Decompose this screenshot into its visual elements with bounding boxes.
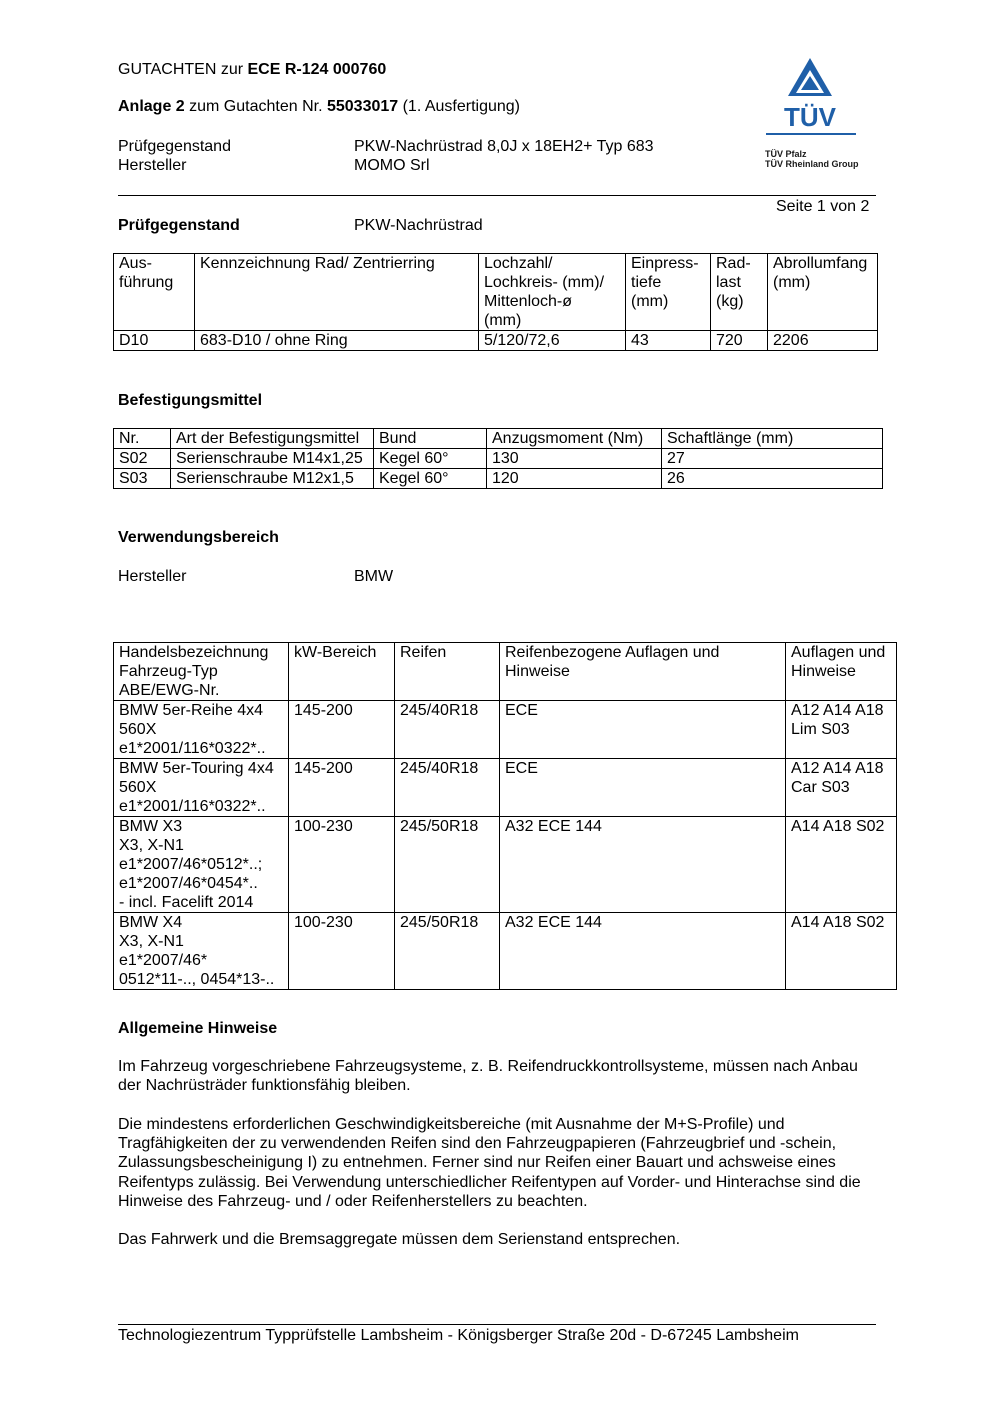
table-header-cell: Kennzeichnung Rad/ Zentrierring [195, 254, 479, 331]
hinweise-paragraph-1: Im Fahrzeug vorgeschriebene Fahrzeugsysteme, z. B. Reifendruckkontrollsysteme, müssen nach Anbau der Nachrüsträder funktionsfähig bleiben. [118, 1058, 858, 1095]
table-cell: S02 [114, 449, 171, 469]
table-cell: 27 [662, 449, 883, 469]
tuev-logo [762, 56, 862, 176]
table-row [114, 469, 883, 489]
table-row [114, 759, 897, 817]
table-row [114, 331, 878, 351]
annex-line: Anlage 2 zum Gutachten Nr. 55033017 (1. Ausfertigung) [118, 98, 520, 115]
table-header-cell: Nr. [114, 429, 171, 449]
table-cell: 145-200 [289, 759, 395, 817]
table-cell: Serienschraube M12x1,5 [171, 469, 374, 489]
table-header-cell: Reifenbezogene Auflagen und Hinweise [500, 643, 786, 701]
pruefgegenstand-value: PKW-Nachrüstrad 8,0J x 18EH2+ Typ 683 [354, 138, 654, 155]
table-header-cell: Aus- führung [114, 254, 195, 331]
table-cell: A32 ECE 144 [500, 817, 786, 913]
verwendung-title: Verwendungsbereich [118, 529, 279, 546]
table-cell: 2206 [768, 331, 878, 351]
table-cell: 145-200 [289, 701, 395, 759]
table-cell: 245/50R18 [395, 817, 500, 913]
table-cell: Serienschraube M14x1,25 [171, 449, 374, 469]
hersteller-label: Hersteller [118, 157, 187, 174]
table-cell: A12 A14 A18 Car S03 [786, 759, 897, 817]
table-header-row [114, 254, 878, 331]
report-title: GUTACHTEN zur ECE R-124 000760 [118, 61, 387, 78]
table-cell: Kegel 60° [374, 469, 487, 489]
page-number: Seite 1 von 2 [776, 198, 870, 215]
table-cell: 683-D10 / ohne Ring [195, 331, 479, 351]
table-cell: A32 ECE 144 [500, 913, 786, 990]
table-header-cell: Lochzahl/ Lochkreis- (mm)/ Mittenloch-ø (mm) [479, 254, 626, 331]
table-header-row [114, 643, 897, 701]
table-header-cell: Rad- last (kg) [711, 254, 768, 331]
table-cell: 100-230 [289, 913, 395, 990]
table-row [114, 449, 883, 469]
header-divider [118, 195, 876, 196]
table-cell: 43 [626, 331, 711, 351]
table-cell: 720 [711, 331, 768, 351]
table-header-cell: Reifen [395, 643, 500, 701]
table-header-cell: Einpress- tiefe (mm) [626, 254, 711, 331]
pruefgegenstand-label: Prüfgegenstand [118, 138, 231, 155]
table-header-cell: Handelsbezeichnung Fahrzeug-Typ ABE/EWG-Nr. [114, 643, 289, 701]
table-cell: 120 [487, 469, 662, 489]
section-pruef-label: Prüfgegenstand [118, 217, 240, 234]
befestigung-table [113, 428, 883, 489]
table-header-cell: Schaftlänge (mm) [662, 429, 883, 449]
tuev-sub2: TÜV Rheinland Group [765, 159, 859, 169]
table-cell: S03 [114, 469, 171, 489]
table-header-cell: kW-Bereich [289, 643, 395, 701]
section-pruef-value: PKW-Nachrüstrad [354, 217, 483, 234]
footer-address: Technologiezentrum Typprüfstelle Lambsheim - Königsberger Straße 20d - D-67245 Lambsheim [118, 1327, 799, 1344]
table-cell: 26 [662, 469, 883, 489]
table-cell: ECE [500, 759, 786, 817]
table-row [114, 701, 897, 759]
table-cell: BMW 5er-Reihe 4x4 560X e1*2001/116*0322*.. [114, 701, 289, 759]
table-header-cell: Bund [374, 429, 487, 449]
verwendung-hersteller-value: BMW [354, 568, 394, 585]
table-cell: 245/40R18 [395, 701, 500, 759]
hinweise-title: Allgemeine Hinweise [118, 1020, 278, 1037]
table-header-cell: Anzugsmoment (Nm) [487, 429, 662, 449]
befestigung-title: Befestigungsmittel [118, 392, 263, 409]
table-header-row [114, 429, 883, 449]
table-cell: 130 [487, 449, 662, 469]
table-cell: 245/40R18 [395, 759, 500, 817]
table-cell: A14 A18 S02 [786, 913, 897, 990]
wheel-table [113, 253, 878, 351]
table-cell: Kegel 60° [374, 449, 487, 469]
table-cell: 5/120/72,6 [479, 331, 626, 351]
table-header-cell: Auflagen und Hinweise [786, 643, 897, 701]
hinweise-paragraph-3: Das Fahrwerk und die Bremsaggregate müssen dem Serienstand entsprechen. [118, 1231, 681, 1248]
table-cell: A12 A14 A18 Lim S03 [786, 701, 897, 759]
tuev-triangle-icon [762, 56, 862, 171]
table-cell: BMW X4 X3, X-N1 e1*2007/46* 0512*11-.., 0454*13-.. [114, 913, 289, 990]
table-cell: ECE [500, 701, 786, 759]
table-cell: 245/50R18 [395, 913, 500, 990]
hersteller-value: MOMO Srl [354, 157, 430, 174]
table-cell: A14 A18 S02 [786, 817, 897, 913]
table-header-cell: Abrollumfang (mm) [768, 254, 878, 331]
footer-divider [118, 1324, 876, 1325]
table-cell: BMW 5er-Touring 4x4 560X e1*2001/116*0322*.. [114, 759, 289, 817]
vehicle-table [113, 642, 897, 990]
table-cell: 100-230 [289, 817, 395, 913]
table-row [114, 913, 897, 990]
hinweise-paragraph-2: Die mindestens erforderlichen Geschwindigkeitsbereiche (mit Ausnahme der M+S-Profile) und Tragfähigkeiten der zu verwendenden Reifen sind den Fahrzeugpapieren (Fahrzeugbrief und -schein, Zulassungsbescheinigung I) zu entnehmen. Ferner sind nur Reifen einer Bauart und achsweise eines Reifentyps zulässig. Bei Verwendung unterschiedlicher Reifentypen auf Vorder- und Hinterachse sind die Hinweise des Fahrzeug- und / oder Reifenherstellers zu beachten. [118, 1116, 861, 1210]
verwendung-hersteller-label: Hersteller [118, 568, 187, 585]
tuev-sub1: TÜV Pfalz [765, 149, 807, 159]
table-header-cell: Art der Befestigungsmittel [171, 429, 374, 449]
table-row [114, 817, 897, 913]
table-cell: BMW X3 X3, X-N1 e1*2007/46*0512*..; e1*2007/46*0454*.. - incl. Facelift 2014 [114, 817, 289, 913]
tuev-brand: TÜV [784, 102, 836, 132]
table-cell: D10 [114, 331, 195, 351]
